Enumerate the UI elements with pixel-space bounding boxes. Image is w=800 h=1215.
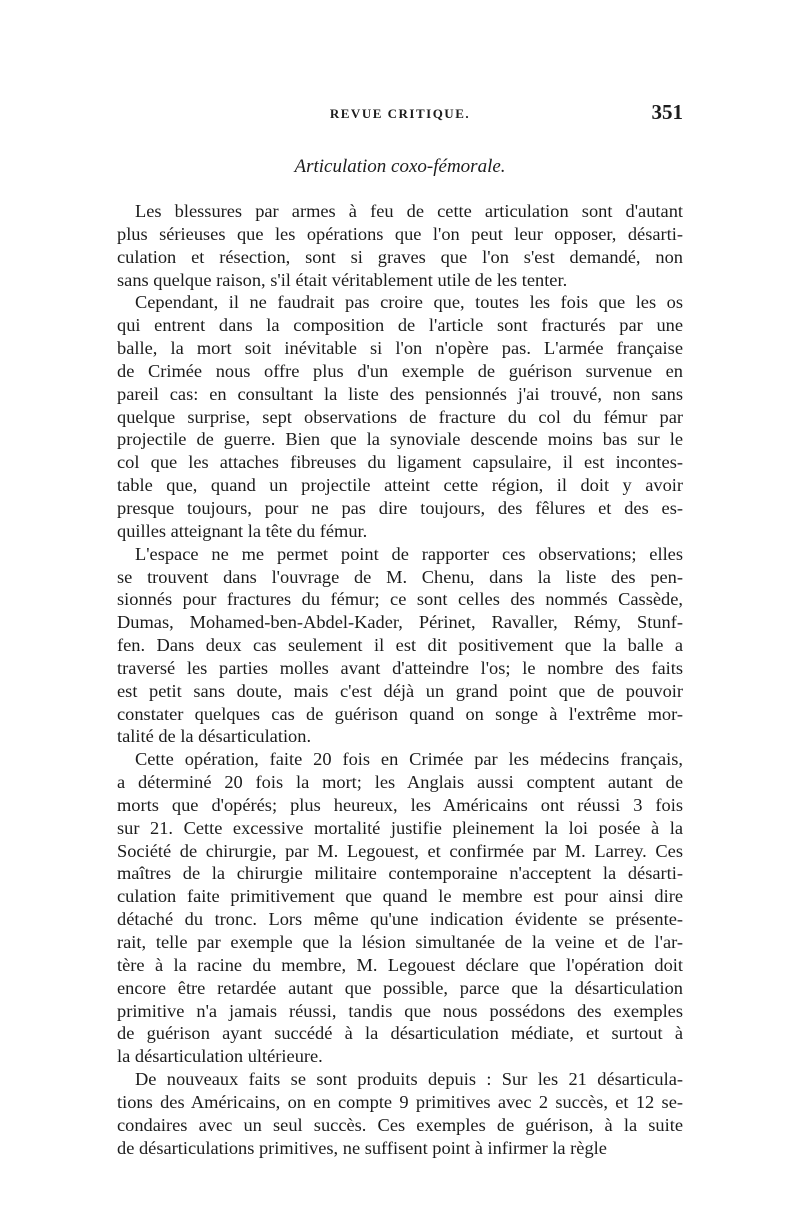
- text-line: sans quelque raison, s'il était véritablement utile de les tenter.: [117, 269, 568, 290]
- text-line: de guérison ayant succédé à la désarticulation médiate, et surtout à: [117, 1023, 683, 1044]
- text-line: balle, la mort soit inévitable si l'on n'opère pas. L'armée française: [117, 338, 683, 359]
- text-line: morts que d'opérés; plus heureux, les Américains ont réussi 3 fois: [117, 794, 683, 815]
- text-line: encore être retardée autant que possible, parce que la désarticulation: [117, 977, 683, 998]
- text-line: fen. Dans deux cas seulement il est dit positivement que la balle a: [117, 635, 683, 656]
- page-number: 351: [651, 100, 683, 124]
- section-title: Articulation coxo-fémorale.: [294, 156, 506, 177]
- text-line: plus sérieuses que les opérations que l'on peut leur opposer, désarti-: [117, 223, 683, 244]
- paragraph: [117, 543, 683, 749]
- text-line: la désarticulation ultérieure.: [117, 1046, 323, 1067]
- text-line: qui entrent dans la composition de l'article sont fracturés par une: [117, 315, 683, 336]
- text-line: primitive n'a jamais réussi, tandis que nous possédons des exemples: [117, 1000, 683, 1021]
- text-line: projectile de guerre. Bien que la synoviale descende moins bas sur le: [117, 429, 683, 450]
- text-line: De nouveaux faits se sont produits depuis : Sur les 21 désarticula-: [135, 1069, 683, 1090]
- text-line: traversé les parties molles avant d'atteindre l'os; le nombre des faits: [117, 657, 683, 678]
- text-line: col que les attaches fibreuses du ligament capsulaire, il est incontes-: [117, 452, 683, 473]
- text-line: maîtres de la chirurgie militaire contemporaine n'acceptent la désarti-: [117, 863, 683, 884]
- text-line: sur 21. Cette excessive mortalité justifie pleinement la loi posée à la: [117, 817, 683, 838]
- text-line: table que, quand un projectile atteint cette région, il doit y avoir: [117, 475, 683, 496]
- text-line: culation et résection, sont si graves que l'on s'est demandé, non: [117, 246, 683, 267]
- text-line: Dumas, Mohamed-ben-Abdel-Kader, Périnet, Ravaller, Rémy, Stunf-: [117, 612, 683, 633]
- text-line: presque toujours, pour ne pas dire toujours, des fêlures et des es-: [117, 497, 683, 518]
- body-text: [117, 200, 683, 1159]
- paragraph: [117, 291, 683, 542]
- text-line: de désarticulations primitives, ne suffisent point à infirmer la règle: [117, 1137, 607, 1158]
- text-line: tions des Américains, on en compte 9 primitives avec 2 succès, et 12 se-: [117, 1091, 683, 1112]
- paragraph: [117, 1068, 683, 1159]
- text-line: se trouvent dans l'ouvrage de M. Chenu, dans la liste des pen-: [117, 566, 683, 587]
- text-line: détaché du tronc. Lors même qu'une indication évidente se présente-: [117, 909, 683, 930]
- paragraph: [117, 748, 683, 1068]
- text-line: talité de la désarticulation.: [117, 726, 312, 747]
- text-line: Cette opération, faite 20 fois en Crimée par les médecins français,: [135, 749, 683, 770]
- page-header: [117, 100, 683, 128]
- text-line: Les blessures par armes à feu de cette articulation sont d'autant: [135, 201, 683, 221]
- text-line: Cependant, il ne faudrait pas croire que, toutes les fois que les os: [135, 292, 683, 313]
- running-title: REVUE CRITIQUE.: [329, 106, 471, 121]
- text-line: L'espace ne me permet point de rapporter ces observations; elles: [135, 543, 683, 564]
- text-line: condaires avec un seul succès. Ces exemples de guérison, à la suite: [117, 1114, 683, 1135]
- text-line: pareil cas: en consultant la liste des pensionnés j'ai trouvé, non sans: [117, 383, 683, 404]
- text-line: tère à la racine du membre, M. Legouest déclare que l'opération doit: [117, 954, 683, 975]
- text-line: quilles atteignant la tête du fémur.: [117, 520, 368, 541]
- text-line: sionnés pour fractures du fémur; ce sont celles des nommés Cassède,: [117, 589, 683, 610]
- text-line: est petit sans doute, mais c'est déjà un grand point que de pouvoir: [117, 680, 683, 701]
- text-line: rait, telle par exemple que la lésion simultanée de la veine et de l'ar-: [117, 932, 683, 952]
- paragraph: [117, 200, 683, 291]
- text-line: culation faite primitivement que quand le membre est pour ainsi dire: [117, 886, 683, 907]
- text-line: Société de chirurgie, par M. Legouest, et confirmée par M. Larrey. Ces: [117, 840, 683, 861]
- text-line: a déterminé 20 fois la mort; les Anglais aussi comptent autant de: [117, 772, 683, 793]
- text-line: quelque surprise, sept observations de fracture du col du fémur par: [117, 406, 683, 427]
- text-line: de Crimée nous offre plus d'un exemple de guérison survenue en: [117, 360, 683, 381]
- text-line: constater quelques cas de guérison quand on songe à l'extrême mor-: [117, 703, 683, 724]
